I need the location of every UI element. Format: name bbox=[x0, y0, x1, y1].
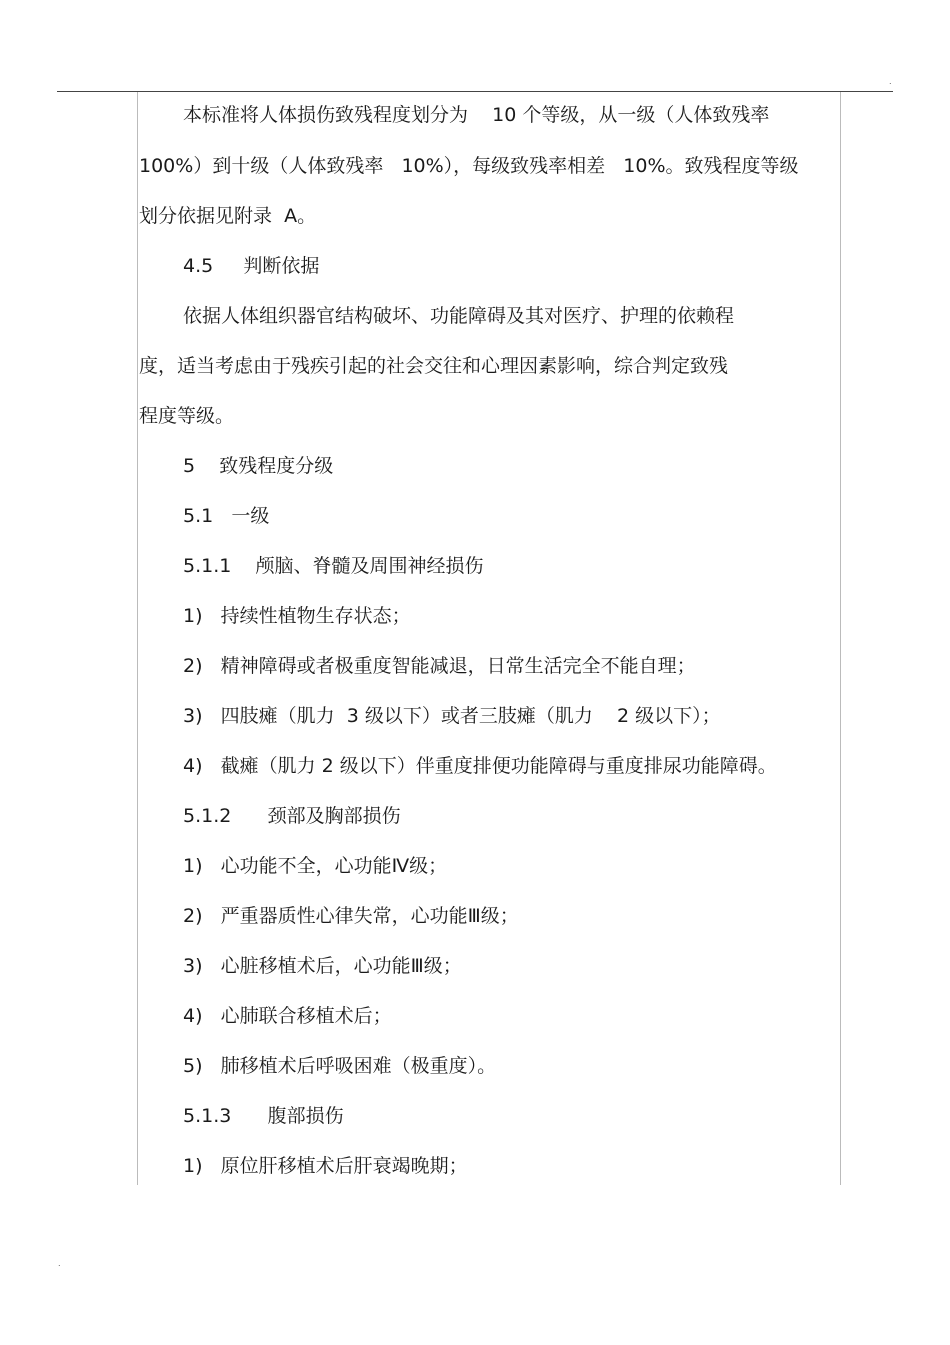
list-item: 2) 精神障碍或者极重度智能减退，日常生活完全不能自理； bbox=[183, 655, 696, 677]
paragraph-line: 程度等级。 bbox=[139, 405, 235, 427]
paragraph-line: 依据人体组织器官结构破坏、功能障碍及其对医疗、护理的依赖程 bbox=[183, 305, 735, 327]
section-heading: 5.1.2 颈部及胸部损伤 bbox=[183, 805, 401, 827]
section-heading: 4.5 判断依据 bbox=[183, 255, 320, 277]
header-rule bbox=[57, 91, 893, 92]
list-item: 4) 截瘫（肌力 2 级以下）伴重度排便功能障碍与重度排尿功能障碍。 bbox=[183, 755, 777, 777]
list-item: 2) 严重器质性心律失常，心功能Ⅲ级； bbox=[183, 905, 519, 927]
right-margin-rule bbox=[840, 92, 841, 1185]
corner-mark-top-right: . bbox=[889, 77, 892, 86]
section-heading: 5.1.1 颅脑、脊髓及周围神经损伤 bbox=[183, 555, 484, 577]
list-item: 1) 原位肝移植术后肝衰竭晚期； bbox=[183, 1155, 468, 1177]
list-item: 4) 心肺联合移植术后； bbox=[183, 1005, 392, 1027]
list-item: 5) 肺移植术后呼吸困难（极重度）。 bbox=[183, 1055, 497, 1077]
list-item: 1) 心功能不全，心功能Ⅳ级； bbox=[183, 855, 448, 877]
section-heading: 5.1 一级 bbox=[183, 505, 270, 527]
section-heading: 5 致残程度分级 bbox=[183, 455, 334, 477]
paragraph-line: 划分依据见附录 A。 bbox=[139, 205, 317, 227]
list-item: 1) 持续性植物生存状态； bbox=[183, 605, 411, 627]
paragraph-line: 100%）到十级（人体致残率 10%），每级致残率相差 10%。致残程度等级 bbox=[139, 155, 799, 177]
corner-mark-bottom-left: . bbox=[58, 1259, 61, 1268]
section-heading: 5.1.3 腹部损伤 bbox=[183, 1105, 344, 1127]
left-margin-rule bbox=[137, 92, 138, 1185]
list-item: 3) 四肢瘫（肌力 3 级以下）或者三肢瘫（肌力 2 级以下）； bbox=[183, 705, 721, 727]
list-item: 3) 心脏移植术后，心功能Ⅲ级； bbox=[183, 955, 462, 977]
paragraph-line: 本标准将人体损伤致残程度划分为 10 个等级，从一级（人体致残率 bbox=[183, 104, 770, 126]
paragraph-line: 度，适当考虑由于残疾引起的社会交往和心理因素影响，综合判定致残 bbox=[139, 355, 729, 377]
